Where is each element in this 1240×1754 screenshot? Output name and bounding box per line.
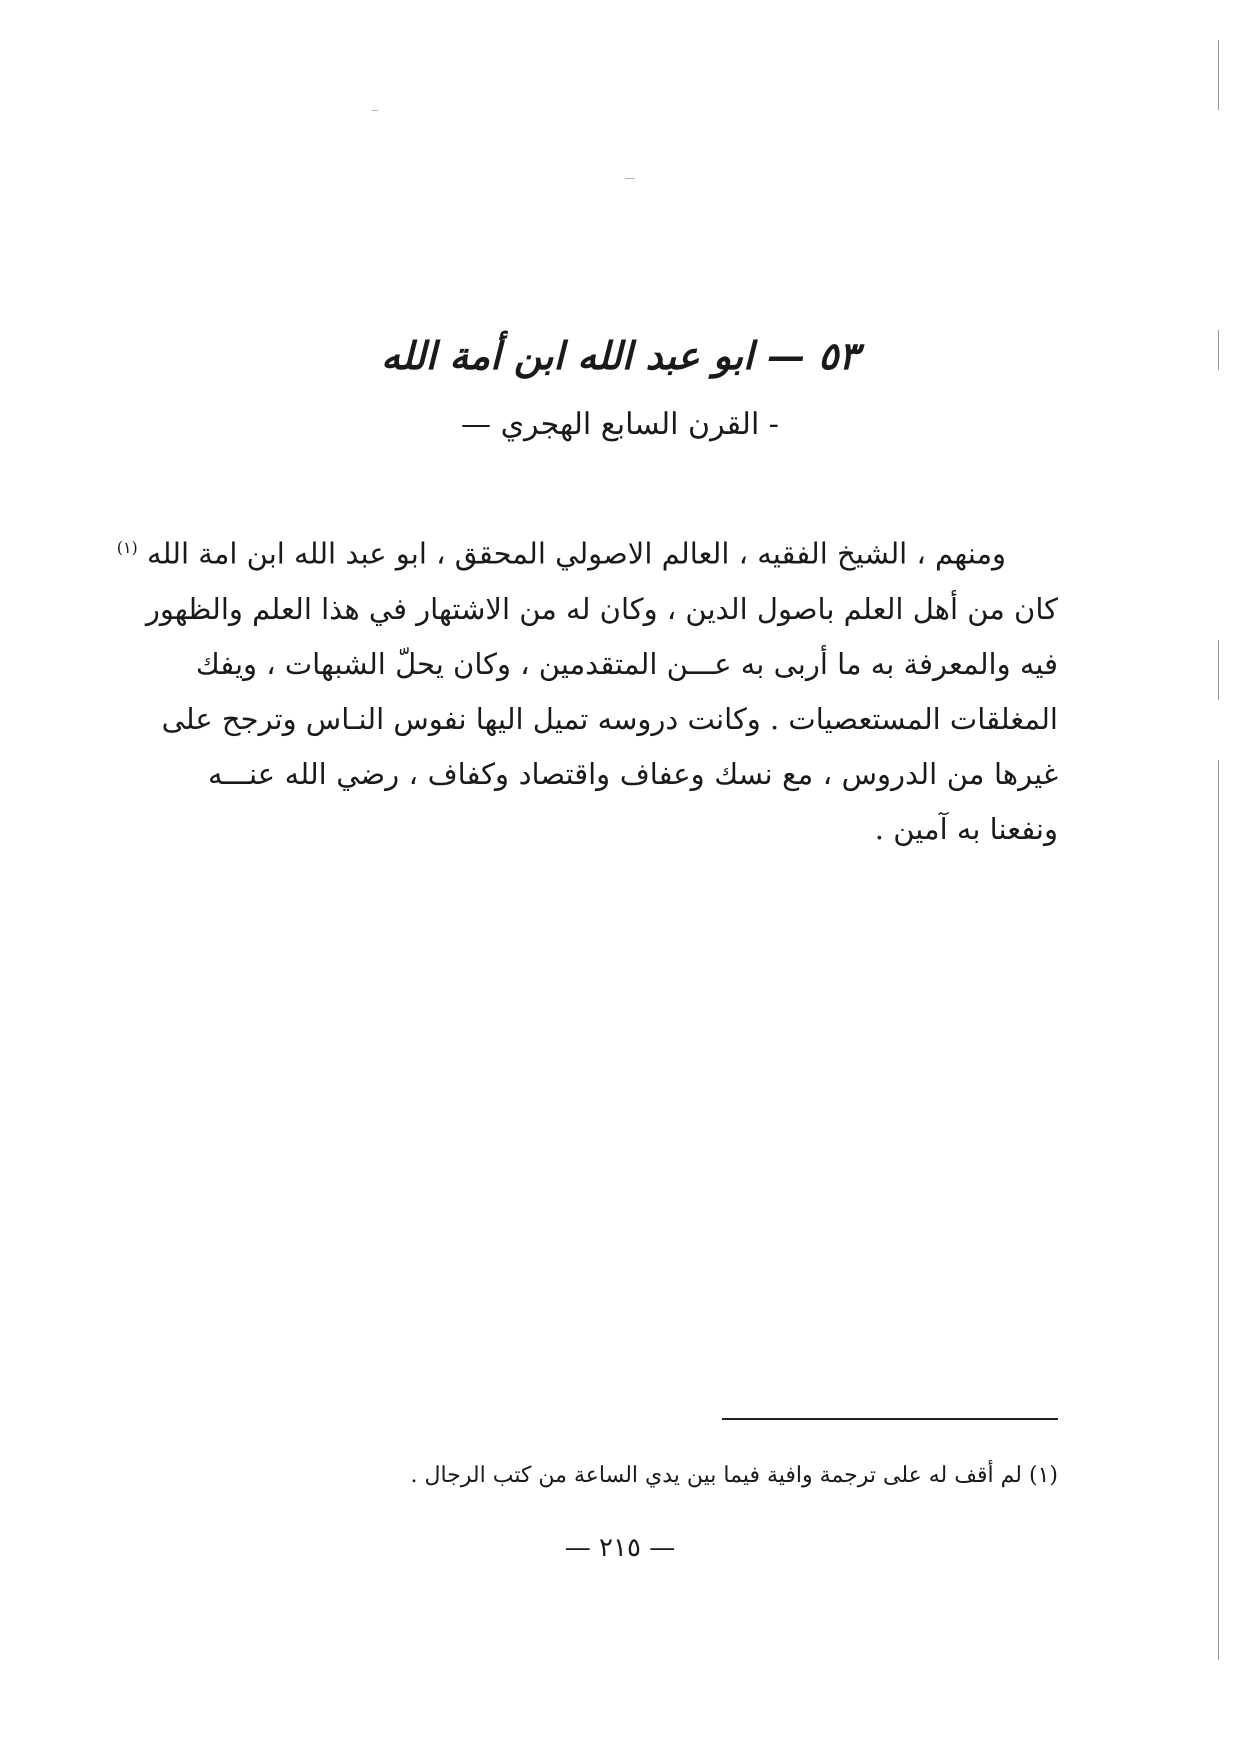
scan-edge-artifact bbox=[1204, 0, 1232, 1754]
footnote: (١) لم أقف له على ترجمة وافية فيما بين يدي الساعة من كتب الرجال . bbox=[410, 1463, 1058, 1488]
paragraph-line: كان من أهل العلم باصول الدين ، وكان له من الاشتهار في هذا العلم والظهور bbox=[145, 591, 1058, 626]
entry-heading: ٥٣ — ابو عبد الله ابن أمة الله bbox=[381, 333, 859, 378]
page-number: — ٢١٥ — bbox=[564, 1533, 676, 1563]
paragraph-line: ومنهم ، الشيخ الفقيه ، العالم الاصولي المحقق ، ابو عبد الله ابن امة الله $^{(١)}$ bbox=[116, 536, 1006, 571]
biography-paragraph bbox=[116, 520, 1058, 857]
stray-mark bbox=[625, 178, 635, 179]
paragraph-line: فيه والمعرفة به ما أربى به عـــن المتقدمين ، وكان يحلّ الشبهات ، ويفك bbox=[195, 646, 1058, 681]
footnote-marker: (١) bbox=[116, 538, 138, 557]
paragraph-line: ونفعنا به آمين . bbox=[874, 811, 1058, 846]
stray-mark bbox=[372, 110, 378, 111]
century-subheading: - القرن السابع الهجري — bbox=[461, 407, 779, 442]
paragraph-line: المغلقات المستعصيات . وكانت دروسه تميل اليها نفوس النـاس وترجح على bbox=[161, 701, 1058, 736]
paragraph-line: غيرها من الدروس ، مع نسك وعفاف واقتصاد وكفاف ، رضي الله عنـــه bbox=[208, 756, 1058, 791]
footnote-separator bbox=[722, 1418, 1058, 1420]
